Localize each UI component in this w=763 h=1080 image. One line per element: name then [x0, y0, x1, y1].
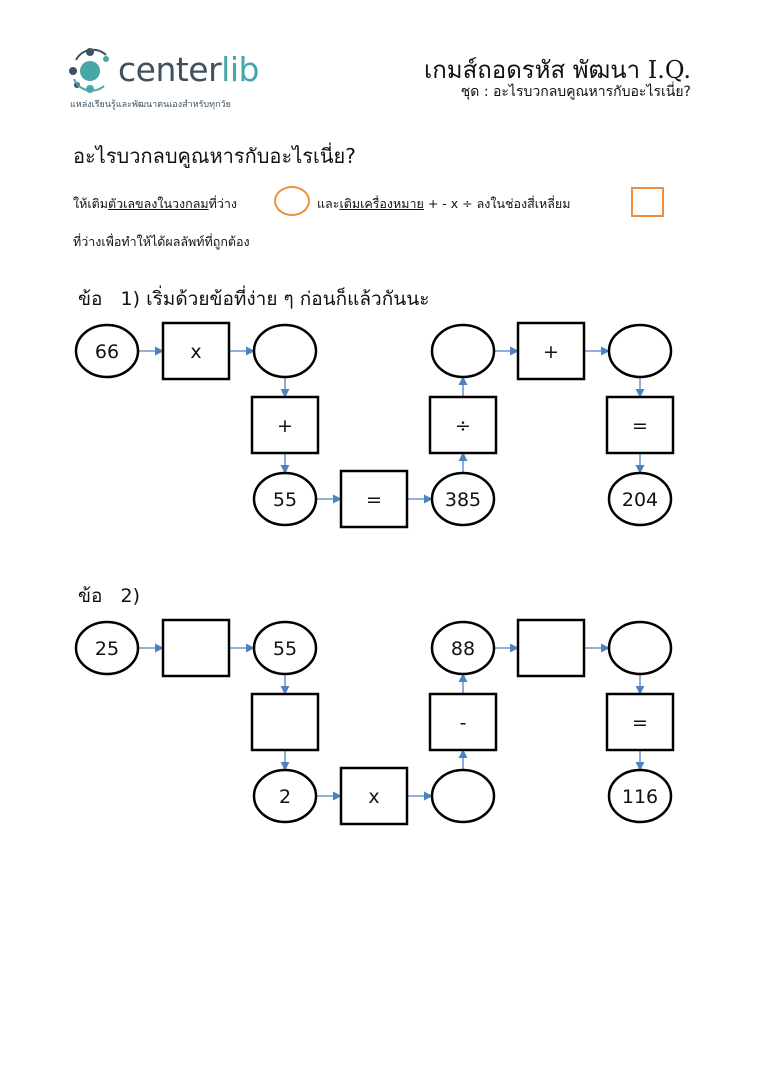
question-1-hint: เริ่มด้วยข้อที่ง่าย ๆ ก่อนก็แล้วกันนะ	[146, 288, 430, 310]
question-2-number: 2)	[120, 585, 141, 607]
number-circle-3	[254, 325, 316, 377]
question-1-number: 1)	[120, 288, 141, 310]
node-value-13: 116	[621, 786, 659, 808]
instr-part3: ที่ว่าง	[208, 196, 237, 211]
node-value-7: 385	[444, 489, 482, 511]
node-value-5: 2	[278, 786, 292, 808]
node-value-8: -	[459, 712, 467, 734]
node-value-1: 66	[94, 341, 120, 363]
section-heading: อะไรบวกลบคูณหารกับอะไรเนี่ย?	[73, 144, 356, 168]
instr-part6: + - x ÷ ลงในช่องสี่เหลี่ยม	[423, 196, 571, 211]
node-value-8: ÷	[455, 415, 471, 437]
node-value-12: =	[632, 415, 648, 437]
instr-part5: เติมเครื่องหมาย	[339, 196, 424, 211]
node-value-10: +	[543, 341, 559, 363]
question-1-diagram	[76, 323, 673, 527]
question-1-label: ข้อ	[78, 288, 103, 310]
page-subtitle: ชุด : อะไรบวกลบคูณหารกับอะไรเนี่ย?	[460, 84, 691, 100]
instr-part2: ตัวเลขลงในวงกลม	[107, 196, 209, 211]
number-circle-7	[432, 770, 494, 822]
instructions-line-2: ที่ว่างเพื่อทำให้ได้ผลลัพท์ที่ถูกต้อง	[73, 234, 250, 249]
number-circle-11	[609, 622, 671, 674]
page-title: เกมส์ถอดรหัส พัฒนา I.Q.	[424, 56, 691, 84]
logo-text-center: center	[118, 50, 222, 89]
question-2-label: ข้อ	[78, 585, 103, 607]
node-value-4: +	[277, 415, 293, 437]
number-circle-11	[609, 325, 671, 377]
operator-square-10	[518, 620, 584, 676]
node-value-2: x	[190, 341, 202, 363]
number-circle-9	[432, 325, 494, 377]
node-value-5: 55	[272, 489, 298, 511]
node-value-12: =	[632, 712, 648, 734]
operator-square-4	[252, 694, 318, 750]
node-value-6: =	[366, 489, 382, 511]
instr-part4: และ	[317, 196, 340, 211]
question-2-diagram	[76, 620, 673, 824]
node-value-13: 204	[621, 489, 659, 511]
logo-tagline: แหล่งเรียนรู้และพัฒนาตนเองสำหรับทุกวัย	[70, 100, 231, 110]
logo-text-lib: lib	[221, 50, 259, 89]
node-value-3: 55	[272, 638, 298, 660]
operator-square-2	[163, 620, 229, 676]
instr-part1: ให้เติม	[73, 196, 108, 211]
node-value-6: x	[368, 786, 380, 808]
node-value-1: 25	[94, 638, 120, 660]
node-value-9: 88	[450, 638, 476, 660]
